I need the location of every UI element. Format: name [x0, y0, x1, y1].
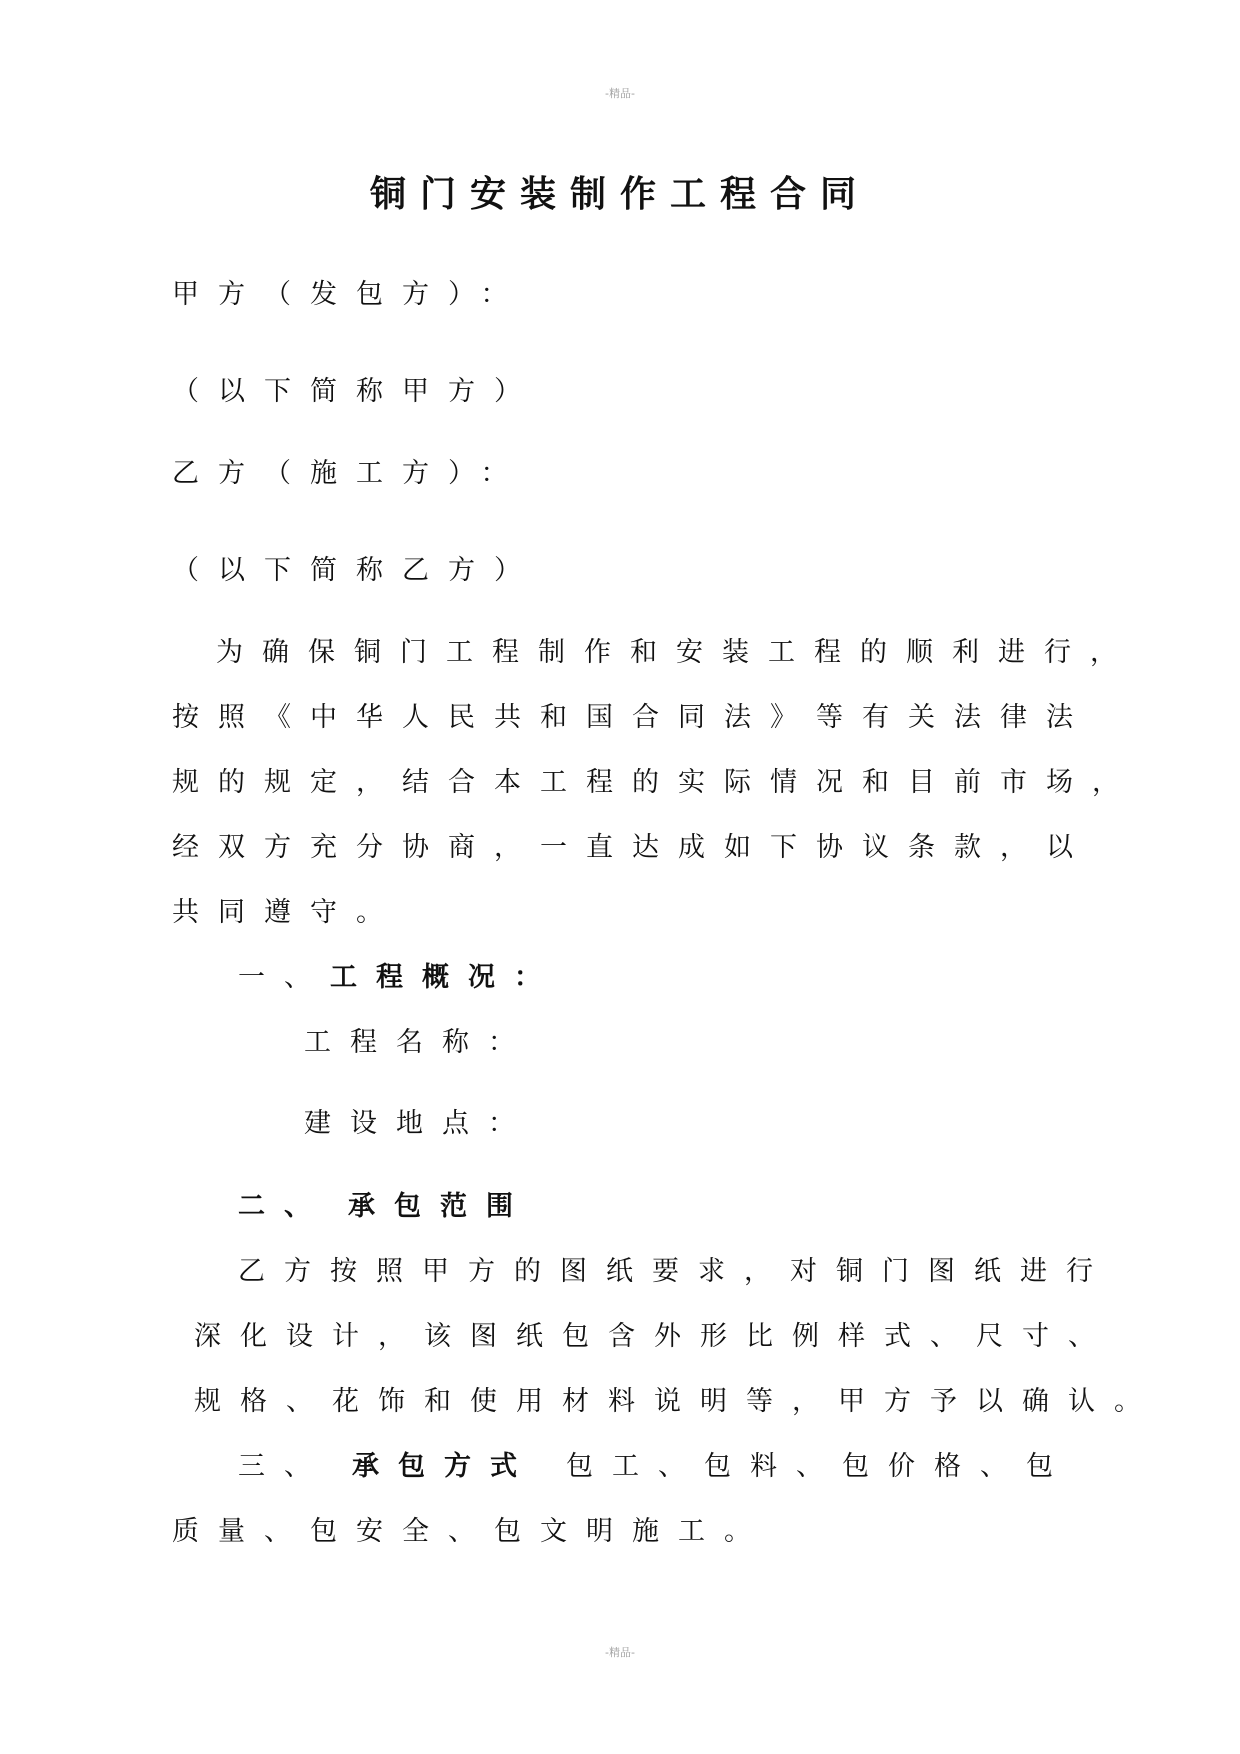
preamble-line: 共同遵守。 — [172, 897, 402, 928]
section-3-title: 承包方式 — [352, 1451, 536, 1482]
page-footer-mark: -精品- — [605, 1646, 635, 1659]
section-2-body-line: 规格、花饰和使用材料说明等，甲方予以确认。 — [194, 1386, 1160, 1417]
party-a-label: 甲方（发包方）： — [172, 279, 527, 310]
section-1-title: 工程概况： — [330, 962, 560, 993]
page-header-mark: -精品- — [605, 87, 635, 100]
preamble-line: 规的规定，结合本工程的实际情况和目前市场， — [172, 767, 1138, 798]
party-b-label: 乙方（施工方）： — [172, 458, 527, 489]
section-3-heading — [238, 1453, 1072, 1480]
section-2-heading — [238, 1193, 532, 1220]
section-1-heading — [238, 964, 560, 991]
document-title: 铜门安装制作工程合同 — [369, 174, 870, 215]
preamble-line: 经双方充分协商，一直达成如下协议条款，以 — [172, 832, 1092, 863]
section-1-number: 一、 — [238, 962, 330, 993]
section-3-number: 三、 — [238, 1451, 330, 1482]
section-3-body-line: 包工、包料、包价格、包 — [566, 1451, 1072, 1482]
preamble-line: 按照《中华人民共和国合同法》等有关法律法 — [172, 702, 1092, 733]
section-3-body-line: 质量、包安全、包文明施工。 — [172, 1516, 770, 1547]
section-2-body-line: 乙方按照甲方的图纸要求，对铜门图纸进行 — [238, 1256, 1112, 1287]
preamble-line: 为确保铜门工程制作和安装工程的顺利进行， — [216, 637, 1136, 668]
party-b-short-name: （以下简称乙方） — [172, 555, 540, 586]
project-name-field: 工程名称： — [304, 1027, 534, 1058]
section-2-number: 二、 — [238, 1191, 330, 1222]
project-location-field: 建设地点： — [304, 1108, 534, 1139]
party-a-short-name: （以下简称甲方） — [172, 376, 540, 407]
section-2-title: 承包范围 — [348, 1191, 532, 1222]
section-2-body-line: 深化设计，该图纸包含外形比例样式、尺寸、 — [194, 1321, 1114, 1352]
